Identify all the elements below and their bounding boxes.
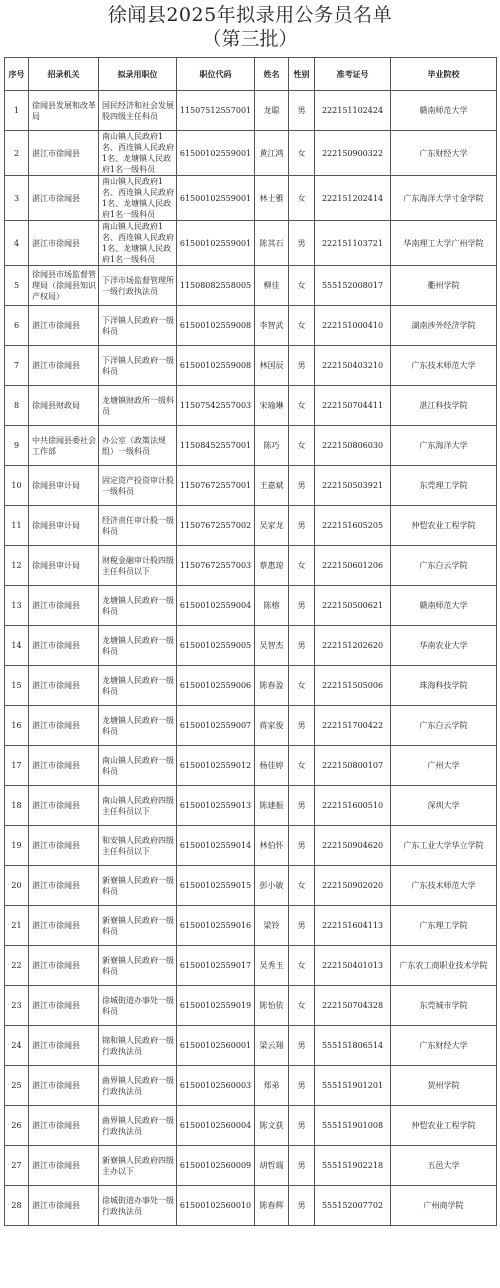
cell-gender: 女: [289, 131, 315, 176]
table-row: [5, 826, 497, 866]
header-index: 序号: [5, 58, 29, 91]
table-row: [5, 506, 497, 546]
table-row: [5, 946, 497, 986]
cell-gender: 女: [289, 986, 315, 1026]
cell-index: 28: [5, 1186, 29, 1226]
cell-exam-id: 555152008017: [315, 266, 391, 306]
cell-index: 21: [5, 906, 29, 946]
table-row: [5, 906, 497, 946]
table-row: [5, 786, 497, 826]
cell-gender: 男: [289, 1066, 315, 1106]
cell-index: 13: [5, 586, 29, 626]
cell-position: 徐城街道办事处一级行政执法员: [99, 1186, 177, 1226]
cell-school: 仲恺农业工程学院: [391, 1106, 497, 1146]
table-header-row: [5, 58, 497, 91]
cell-exam-id: 222150403210: [315, 346, 391, 386]
cell-agency: 湛江市徐闻县: [29, 906, 99, 946]
cell-index: 27: [5, 1146, 29, 1186]
cell-position: 国民经济和社会发展股四级主任科员: [99, 91, 177, 131]
cell-school: 广东工业大学华立学院: [391, 826, 497, 866]
table-row: [5, 176, 497, 221]
cell-gender: 男: [289, 906, 315, 946]
cell-name: 林国辰: [255, 346, 289, 386]
cell-position: 新寮镇人民政府一级科员: [99, 906, 177, 946]
cell-school: 广东农工商职业技术学院: [391, 946, 497, 986]
cell-index: 18: [5, 786, 29, 826]
cell-school: 衢州学院: [391, 266, 497, 306]
cell-agency: 湛江市徐闻县: [29, 746, 99, 786]
candidate-table: [4, 57, 497, 1226]
cell-school: 仲恺农业工程学院: [391, 506, 497, 546]
cell-position: 龙塘镇人民政府一级科员: [99, 706, 177, 746]
cell-name: 柳佳: [255, 266, 289, 306]
cell-school: 赣南师范大学: [391, 91, 497, 131]
cell-exam-id: 555151902218: [315, 1146, 391, 1186]
cell-school: 华南理工大学广州学院: [391, 221, 497, 266]
cell-name: 彭小敏: [255, 866, 289, 906]
table-row: [5, 746, 497, 786]
cell-name: 蔡惠琼: [255, 546, 289, 586]
cell-position-code: 61500102559016: [177, 906, 255, 946]
cell-agency: 徐闻县审计局: [29, 506, 99, 546]
cell-gender: 男: [289, 1186, 315, 1226]
cell-name: 吴家龙: [255, 506, 289, 546]
cell-position-code: 61500102559019: [177, 986, 255, 1026]
cell-position: 新寮镇人民政府四级主办以下: [99, 1146, 177, 1186]
cell-school: 广州商学院: [391, 1186, 497, 1226]
cell-exam-id: 222151505006: [315, 666, 391, 706]
cell-agency: 湛江市徐闻县: [29, 626, 99, 666]
cell-exam-id: 222150704328: [315, 986, 391, 1026]
cell-index: 19: [5, 826, 29, 866]
cell-index: 3: [5, 176, 29, 221]
cell-gender: 女: [289, 386, 315, 426]
cell-exam-id: 222150904620: [315, 826, 391, 866]
table-row: [5, 1026, 497, 1066]
cell-school: 广东海洋大学: [391, 426, 497, 466]
cell-exam-id: 222151102424: [315, 91, 391, 131]
cell-name: 王嘉斌: [255, 466, 289, 506]
cell-exam-id: 555151901201: [315, 1066, 391, 1106]
header-position-code: 职位代码: [177, 58, 255, 91]
cell-exam-id: 222150902020: [315, 866, 391, 906]
cell-school: 广东白云学院: [391, 546, 497, 586]
cell-gender: 男: [289, 506, 315, 546]
cell-school: 广东技术师范大学: [391, 346, 497, 386]
cell-name: 林伯怀: [255, 826, 289, 866]
cell-exam-id: 222150704411: [315, 386, 391, 426]
cell-position-code: 61500102560009: [177, 1146, 255, 1186]
table-row: [5, 546, 497, 586]
cell-gender: 女: [289, 746, 315, 786]
cell-name: 蒋家俊: [255, 706, 289, 746]
cell-gender: 男: [289, 586, 315, 626]
cell-school: 广东技术师范大学: [391, 866, 497, 906]
header-position: 拟录用职位: [99, 58, 177, 91]
table-row: [5, 706, 497, 746]
cell-index: 17: [5, 746, 29, 786]
cell-position-code: 61500102559001: [177, 176, 255, 221]
cell-name: 宋瑜琳: [255, 386, 289, 426]
cell-exam-id: 222151202414: [315, 176, 391, 221]
cell-position-code: 11507512557001: [177, 91, 255, 131]
table-row: [5, 626, 497, 666]
cell-position-code: 11508082558005: [177, 266, 255, 306]
cell-school: 珠海科技学院: [391, 666, 497, 706]
cell-gender: 男: [289, 706, 315, 746]
cell-gender: 男: [289, 1106, 315, 1146]
cell-name: 陈榕: [255, 586, 289, 626]
table-row: [5, 426, 497, 466]
cell-position: 下洋市场监督管理所一级行政执法员: [99, 266, 177, 306]
cell-gender: 女: [289, 306, 315, 346]
cell-exam-id: 222151103721: [315, 221, 391, 266]
cell-index: 24: [5, 1026, 29, 1066]
cell-name: 吴智杰: [255, 626, 289, 666]
table-row: [5, 466, 497, 506]
cell-position-code: 61500102559012: [177, 746, 255, 786]
cell-index: 12: [5, 546, 29, 586]
cell-index: 10: [5, 466, 29, 506]
cell-school: 贺州学院: [391, 1066, 497, 1106]
table-row: [5, 1066, 497, 1106]
cell-agency: 湛江市徐闻县: [29, 131, 99, 176]
cell-gender: 女: [289, 546, 315, 586]
cell-index: 11: [5, 506, 29, 546]
cell-position: 南山镇人民政府1名、西连镇人民政府1名、龙塘镇人民政府1名一级科员: [99, 131, 177, 176]
cell-name: 黄江鸿: [255, 131, 289, 176]
cell-position: 经济责任审计股一级科员: [99, 506, 177, 546]
cell-gender: 男: [289, 221, 315, 266]
cell-exam-id: 555151901008: [315, 1106, 391, 1146]
cell-index: 26: [5, 1106, 29, 1146]
cell-name: 林士雅: [255, 176, 289, 221]
cell-school: 赣南师范大学: [391, 586, 497, 626]
cell-name: 梁云翔: [255, 1026, 289, 1066]
table-row: [5, 586, 497, 626]
cell-position: 和安镇人民政府四级主任科员以下: [99, 826, 177, 866]
cell-index: 9: [5, 426, 29, 466]
cell-agency: 徐闻县市场监督管理局（徐闻县知识产权局）: [29, 266, 99, 306]
cell-agency: 湛江市徐闻县: [29, 586, 99, 626]
cell-gender: 男: [289, 1026, 315, 1066]
cell-school: 广东理工学院: [391, 906, 497, 946]
cell-position: 新寮镇人民政府一级科员: [99, 946, 177, 986]
table-row: [5, 386, 497, 426]
cell-position-code: 61500102560001: [177, 1026, 255, 1066]
cell-agency: 湛江市徐闻县: [29, 946, 99, 986]
cell-index: 2: [5, 131, 29, 176]
cell-agency: 湛江市徐闻县: [29, 1066, 99, 1106]
cell-position-code: 61500102559014: [177, 826, 255, 866]
table-row: [5, 221, 497, 266]
cell-name: 陈建振: [255, 786, 289, 826]
cell-agency: 湛江市徐闻县: [29, 1026, 99, 1066]
table-row: [5, 306, 497, 346]
cell-exam-id: 555151806514: [315, 1026, 391, 1066]
cell-name: 胡哲瑞: [255, 1146, 289, 1186]
cell-position-code: 11507672557003: [177, 546, 255, 586]
cell-exam-id: 222150500621: [315, 586, 391, 626]
cell-position-code: 61500102560003: [177, 1066, 255, 1106]
cell-agency: 徐闻县财政局: [29, 386, 99, 426]
cell-exam-id: 222151000410: [315, 306, 391, 346]
table-row: [5, 1186, 497, 1226]
cell-name: 杨佳婷: [255, 746, 289, 786]
cell-index: 20: [5, 866, 29, 906]
cell-index: 8: [5, 386, 29, 426]
header-name: 姓名: [255, 58, 289, 91]
cell-agency: 湛江市徐闻县: [29, 221, 99, 266]
cell-name: 陈怡依: [255, 986, 289, 1026]
cell-position-code: 61500102559017: [177, 946, 255, 986]
cell-gender: 女: [289, 176, 315, 221]
page-subtitle: （第三批）: [202, 28, 298, 50]
table-row: [5, 131, 497, 176]
cell-exam-id: 222150401013: [315, 946, 391, 986]
cell-name: 陈其石: [255, 221, 289, 266]
cell-position: 南山镇人民政府1名、西连镇人民政府1名、龙塘镇人民政府1名一级科员: [99, 221, 177, 266]
cell-agency: 湛江市徐闻县: [29, 176, 99, 221]
cell-gender: 女: [289, 666, 315, 706]
header-gender: 性别: [289, 58, 315, 91]
cell-position: 南山镇人民政府一级科员: [99, 746, 177, 786]
table-row: [5, 1146, 497, 1186]
cell-position-code: 61500102560004: [177, 1106, 255, 1146]
cell-position: 曲界镇人民政府一级行政执法员: [99, 1106, 177, 1146]
cell-gender: 男: [289, 91, 315, 131]
cell-agency: 湛江市徐闻县: [29, 866, 99, 906]
header-agency: 招录机关: [29, 58, 99, 91]
cell-index: 22: [5, 946, 29, 986]
cell-index: 1: [5, 91, 29, 131]
cell-position-code: 61500102559001: [177, 221, 255, 266]
cell-index: 6: [5, 306, 29, 346]
cell-position: 徐城街道办事处一级科员: [99, 986, 177, 1026]
cell-position: 龙塘镇财政所一级科员: [99, 386, 177, 426]
cell-school: 五邑大学: [391, 1146, 497, 1186]
cell-exam-id: 222151202620: [315, 626, 391, 666]
cell-school: 华南农业大学: [391, 626, 497, 666]
cell-school: 湖南涉外经济学院: [391, 306, 497, 346]
cell-exam-id: 222151605205: [315, 506, 391, 546]
cell-position: 南山镇人民政府1名、西连镇人民政府1名、龙塘镇人民政府1名一级科员: [99, 176, 177, 221]
cell-school: 深圳大学: [391, 786, 497, 826]
cell-agency: 湛江市徐闻县: [29, 786, 99, 826]
cell-index: 23: [5, 986, 29, 1026]
cell-index: 16: [5, 706, 29, 746]
cell-position: 曲界镇人民政府一级行政执法员: [99, 1066, 177, 1106]
table-row: [5, 986, 497, 1026]
cell-gender: 男: [289, 466, 315, 506]
cell-name: 李智武: [255, 306, 289, 346]
cell-exam-id: 222150900322: [315, 131, 391, 176]
cell-position: 龙塘镇人民政府一级科员: [99, 586, 177, 626]
table-body: [5, 91, 497, 1226]
cell-position: 新寮镇人民政府一级科员: [99, 866, 177, 906]
table-row: [5, 91, 497, 131]
table-row: [5, 866, 497, 906]
cell-school: 广州大学: [391, 746, 497, 786]
cell-agency: 中共徐闻县委社会工作部: [29, 426, 99, 466]
cell-name: 龙聪: [255, 91, 289, 131]
cell-agency: 湛江市徐闻县: [29, 1186, 99, 1226]
cell-position-code: 61500102559006: [177, 666, 255, 706]
cell-exam-id: 222150601206: [315, 546, 391, 586]
cell-agency: 湛江市徐闻县: [29, 346, 99, 386]
table-row: [5, 1106, 497, 1146]
cell-gender: 女: [289, 946, 315, 986]
header-school: 毕业院校: [391, 58, 497, 91]
cell-index: 14: [5, 626, 29, 666]
cell-agency: 湛江市徐闻县: [29, 986, 99, 1026]
cell-gender: 女: [289, 426, 315, 466]
cell-position-code: 11507672557001: [177, 466, 255, 506]
cell-school: 东莞理工学院: [391, 466, 497, 506]
cell-index: 15: [5, 666, 29, 706]
cell-name: 陈春盈: [255, 666, 289, 706]
cell-exam-id: 222151604113: [315, 906, 391, 946]
cell-position-code: 11508452557001: [177, 426, 255, 466]
cell-name: 陈春辉: [255, 1186, 289, 1226]
cell-agency: 湛江市徐闻县: [29, 1106, 99, 1146]
page-title: 徐闻县2025年拟录用公务员名单: [107, 4, 393, 26]
cell-exam-id: 222150806030: [315, 426, 391, 466]
cell-agency: 徐闻县审计局: [29, 546, 99, 586]
cell-exam-id: 222151600510: [315, 786, 391, 826]
cell-index: 25: [5, 1066, 29, 1106]
cell-gender: 男: [289, 626, 315, 666]
cell-school: 东莞城市学院: [391, 986, 497, 1026]
cell-position-code: 61500102559015: [177, 866, 255, 906]
cell-school: 广东白云学院: [391, 706, 497, 746]
cell-gender: 女: [289, 866, 315, 906]
cell-index: 4: [5, 221, 29, 266]
cell-school: 广东海洋大学寸金学院: [391, 176, 497, 221]
cell-agency: 徐闻县审计局: [29, 466, 99, 506]
cell-position-code: 61500102559007: [177, 706, 255, 746]
cell-name: 陈巧: [255, 426, 289, 466]
table-row: [5, 346, 497, 386]
table-row: [5, 266, 497, 306]
cell-agency: 湛江市徐闻县: [29, 706, 99, 746]
cell-position: 龙塘镇人民政府一级科员: [99, 666, 177, 706]
cell-exam-id: 222150503921: [315, 466, 391, 506]
cell-position: 办公室（政策法规组）一级科员: [99, 426, 177, 466]
cell-agency: 湛江市徐闻县: [29, 306, 99, 346]
cell-position: 下洋镇人民政府一级科员: [99, 346, 177, 386]
cell-position: 固定资产投资审计股一级科员: [99, 466, 177, 506]
cell-position: 南山镇人民政府四级主任科员以下: [99, 786, 177, 826]
cell-gender: 男: [289, 786, 315, 826]
cell-index: 5: [5, 266, 29, 306]
cell-position: 财税金融审计股四级主任科员以下: [99, 546, 177, 586]
cell-name: 梁铃: [255, 906, 289, 946]
cell-position: 下洋镇人民政府一级科员: [99, 306, 177, 346]
cell-position: 锦和镇人民政府一级行政执法员: [99, 1026, 177, 1066]
cell-position-code: 61500102559008: [177, 306, 255, 346]
cell-exam-id: 222151700422: [315, 706, 391, 746]
cell-school: 广东财经大学: [391, 131, 497, 176]
cell-position-code: 61500102559001: [177, 131, 255, 176]
cell-name: 郑弟: [255, 1066, 289, 1106]
cell-gender: 男: [289, 346, 315, 386]
cell-position-code: 61500102560010: [177, 1186, 255, 1226]
cell-exam-id: 222150800107: [315, 746, 391, 786]
cell-school: 湛江科技学院: [391, 386, 497, 426]
cell-index: 7: [5, 346, 29, 386]
cell-agency: 徐闻县发展和改革局: [29, 91, 99, 131]
table-row: [5, 666, 497, 706]
cell-school: 广东财经大学: [391, 1026, 497, 1066]
cell-gender: 男: [289, 826, 315, 866]
cell-gender: 男: [289, 1146, 315, 1186]
cell-agency: 湛江市徐闻县: [29, 826, 99, 866]
cell-position-code: 61500102559004: [177, 586, 255, 626]
cell-gender: 女: [289, 266, 315, 306]
cell-agency: 湛江市徐闻县: [29, 1146, 99, 1186]
cell-exam-id: 555152007702: [315, 1186, 391, 1226]
cell-position-code: 11507542557003: [177, 386, 255, 426]
cell-agency: 湛江市徐闻县: [29, 666, 99, 706]
cell-position-code: 61500102559008: [177, 346, 255, 386]
header-exam-id: 准考证号: [315, 58, 391, 91]
cell-position-code: 11507672557002: [177, 506, 255, 546]
cell-position-code: 61500102559005: [177, 626, 255, 666]
cell-name: 陈文获: [255, 1106, 289, 1146]
cell-position: 龙塘镇人民政府一级科员: [99, 626, 177, 666]
cell-name: 吴秀玉: [255, 946, 289, 986]
cell-position-code: 61500102559013: [177, 786, 255, 826]
